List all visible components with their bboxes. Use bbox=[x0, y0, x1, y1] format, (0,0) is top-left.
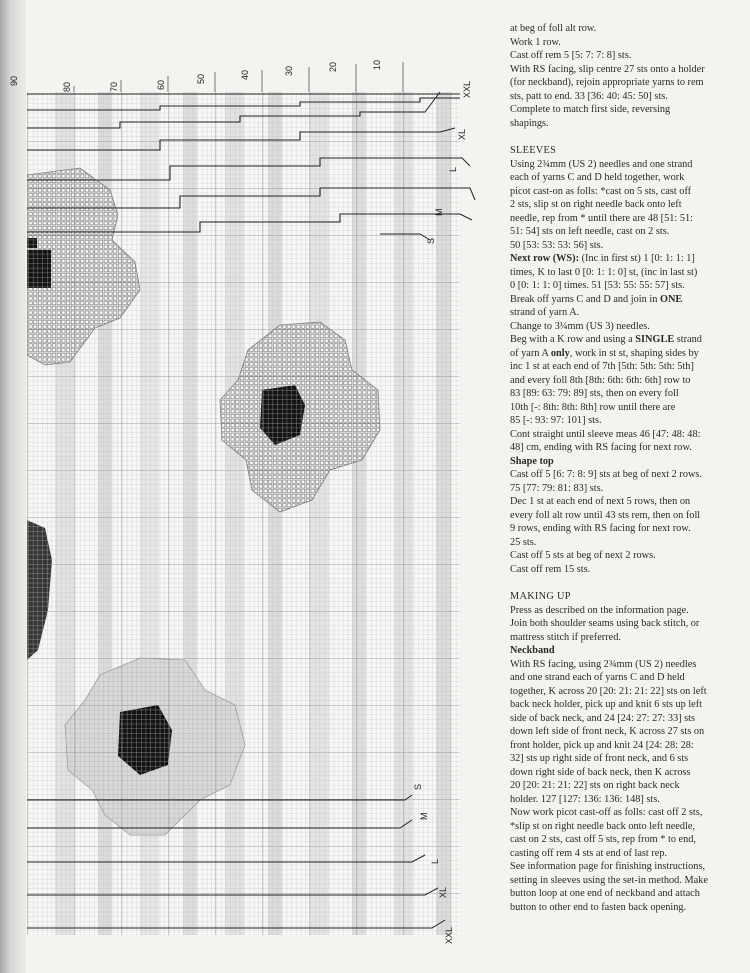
size-label: XL bbox=[457, 128, 467, 140]
column-number-labels bbox=[9, 60, 382, 92]
text-line: sts, patt to end. 33 [36: 40: 45: 50] sts. bbox=[510, 90, 668, 102]
text-line: Press as described on the information page. bbox=[510, 604, 689, 616]
text-line: Work 1 row. bbox=[510, 36, 561, 48]
text-line: Using 2¾mm (US 2) needles and one strand bbox=[510, 158, 693, 170]
text-line: front holder, pick up and knit 24 [24: 28: 28: bbox=[510, 739, 694, 751]
column-number: 80 bbox=[62, 81, 72, 92]
size-label: XL bbox=[438, 886, 448, 898]
text-line: 50 [53: 53: 53: 56] sts. bbox=[510, 239, 604, 251]
text-line: mattress stitch if preferred. bbox=[510, 631, 621, 643]
text-line: Cont straight until sleeve meas 46 [47: 48: 48: bbox=[510, 428, 701, 440]
text-line: Beg with a K row and using a SINGLE strand bbox=[510, 334, 702, 345]
text-line: 48] cm, ending with RS facing for next row. bbox=[510, 442, 692, 453]
column-number: 70 bbox=[109, 81, 119, 92]
column-number: 10 bbox=[372, 59, 382, 70]
text-line: back neck holder, pick up and knit 6 sts up left bbox=[510, 699, 703, 710]
text-line: picot cast-on as folls: *cast on 5 sts, cast off bbox=[510, 185, 692, 197]
text-line: Break off yarns C and D and join in ONE bbox=[510, 293, 683, 305]
text-line: 25 sts. bbox=[510, 536, 537, 548]
text-line: Next row (WS): (Inc in first st) 1 [0: 1: 1: 1] bbox=[510, 253, 695, 264]
text-line: (for neckband), rejoin appropriate yarns to rem bbox=[510, 77, 704, 88]
text-line: shapings. bbox=[510, 117, 549, 129]
text-line: 83 [89: 63: 79: 89] sts, then on every foll bbox=[510, 388, 679, 399]
text-line: and one strand each of yarns C and D held bbox=[510, 672, 685, 683]
text-line: Cast off rem 5 [5: 7: 7: 8] sts. bbox=[510, 50, 632, 61]
column-number: 30 bbox=[284, 65, 294, 76]
size-label: XXL bbox=[444, 926, 454, 944]
text-line: 2 sts, slip st on right needle back onto left bbox=[510, 199, 682, 210]
text-line: cast on 2 sts, cast off 5 sts, rep from * to end, bbox=[510, 834, 696, 845]
size-label: S bbox=[426, 237, 436, 244]
size-label: S bbox=[413, 783, 423, 790]
text-line: See information page for finishing instructions, bbox=[510, 861, 706, 872]
text-line: 9 rows, ending with RS facing for next row. bbox=[510, 523, 691, 534]
text-line: Complete to match first side, reversing bbox=[510, 104, 671, 115]
neckband-heading: Neckband bbox=[510, 645, 555, 656]
text-line: Change to 3¼mm (US 3) needles. bbox=[510, 320, 650, 332]
text-line: down right side of back neck, then K across bbox=[510, 766, 691, 778]
text-line: Now work picot cast-off as folls: cast off 2 sts, bbox=[510, 807, 703, 818]
text-line: button to other end to fasten back opening. bbox=[510, 901, 687, 913]
text-line: With RS facing, slip centre 27 sts onto a holder bbox=[510, 63, 705, 75]
text-line: Join both shoulder seams using back stitch, or bbox=[510, 618, 700, 629]
text-line: at beg of foll alt row. bbox=[510, 23, 597, 34]
size-label: L bbox=[430, 858, 440, 864]
size-label: M bbox=[419, 812, 429, 820]
text-line: button loop at one end of neckband and attach bbox=[510, 888, 700, 899]
text-line: Cast off rem 15 sts. bbox=[510, 563, 591, 575]
text-line: together, K across 20 [20: 21: 21: 22] sts on left bbox=[510, 685, 707, 697]
text-line: 20 [20: 21: 21: 22] sts on right back neck bbox=[510, 780, 680, 791]
pattern-instructions bbox=[510, 22, 742, 914]
shape-top-heading: Shape top bbox=[510, 455, 554, 467]
next-row-label: Next row (WS): bbox=[510, 253, 580, 264]
text-line: 51: 54] sts on left needle, cast on 2 sts. bbox=[510, 226, 670, 237]
text-line: needle, rep from * until there are 48 [51: 51: bbox=[510, 212, 693, 224]
text-line: 0 [0: 1: 1: 0] times. 51 [53: 55: 55: 57] sts. bbox=[510, 280, 685, 291]
text-line: Cast off 5 [6: 7: 8: 9] sts at beg of next 2 rows. bbox=[510, 469, 702, 480]
column-number: 20 bbox=[328, 61, 338, 72]
text-line: 10th [-: 8th: 8th: 8th] row until there are bbox=[510, 401, 676, 413]
chart-edge-number: 90 bbox=[9, 75, 19, 86]
column-number: 40 bbox=[240, 69, 250, 80]
text-line: 32] sts up right side of front neck, and 6 sts bbox=[510, 753, 689, 764]
text-line: strand of yarn A. bbox=[510, 307, 580, 318]
text-line: side of back neck, and 24 [24: 27: 27: 33] sts bbox=[510, 712, 696, 724]
text-line: Dec 1 st at each end of next 5 rows, then on bbox=[510, 496, 691, 507]
text-line: holder. 127 [127: 136: 136: 148] sts. bbox=[510, 793, 660, 805]
text-line: 85 [-: 93: 97: 101] sts. bbox=[510, 415, 602, 426]
text-line: times, K to last 0 [0: 1: 1: 0] st, (inc in last st) bbox=[510, 266, 698, 278]
column-number: 50 bbox=[196, 73, 206, 84]
column-ticks bbox=[74, 59, 403, 92]
sleeves-heading: SLEEVES bbox=[510, 145, 557, 156]
text-line: of yarn A only, work in st st, shaping sides by bbox=[510, 347, 699, 359]
text-line: Cast off 5 sts at beg of next 2 rows. bbox=[510, 550, 656, 561]
size-label: L bbox=[448, 166, 458, 172]
text-line: and every foll 8th [8th: 6th: 6th: 6th] row to bbox=[510, 374, 691, 386]
size-label: M bbox=[434, 208, 444, 216]
text-line: casting off rem 4 sts at end of last rep. bbox=[510, 847, 668, 859]
text-line: every foll alt row until 43 sts rem, then on foll bbox=[510, 509, 701, 521]
chart-ten-stitch-grid bbox=[27, 92, 460, 935]
size-label: XXL bbox=[462, 80, 472, 98]
making-up-heading: MAKING UP bbox=[510, 591, 571, 602]
text-line: *slip st on right needle back onto left needle, bbox=[510, 820, 696, 832]
text-line: down left side of front neck, K across 27 sts on bbox=[510, 726, 705, 737]
text-line: setting in sleeves using the set-in method. Make bbox=[510, 874, 708, 886]
text-line: each of yarns C and D held together, work bbox=[510, 172, 685, 183]
text-line: 75 [77: 79: 81: 83] sts. bbox=[510, 482, 604, 494]
text-line: With RS facing, using 2¾mm (US 2) needles bbox=[510, 658, 697, 670]
column-number: 60 bbox=[156, 79, 166, 90]
text-line: inc 1 st at each end of 7th [5th: 5th: 5th: 5th] bbox=[510, 361, 694, 372]
